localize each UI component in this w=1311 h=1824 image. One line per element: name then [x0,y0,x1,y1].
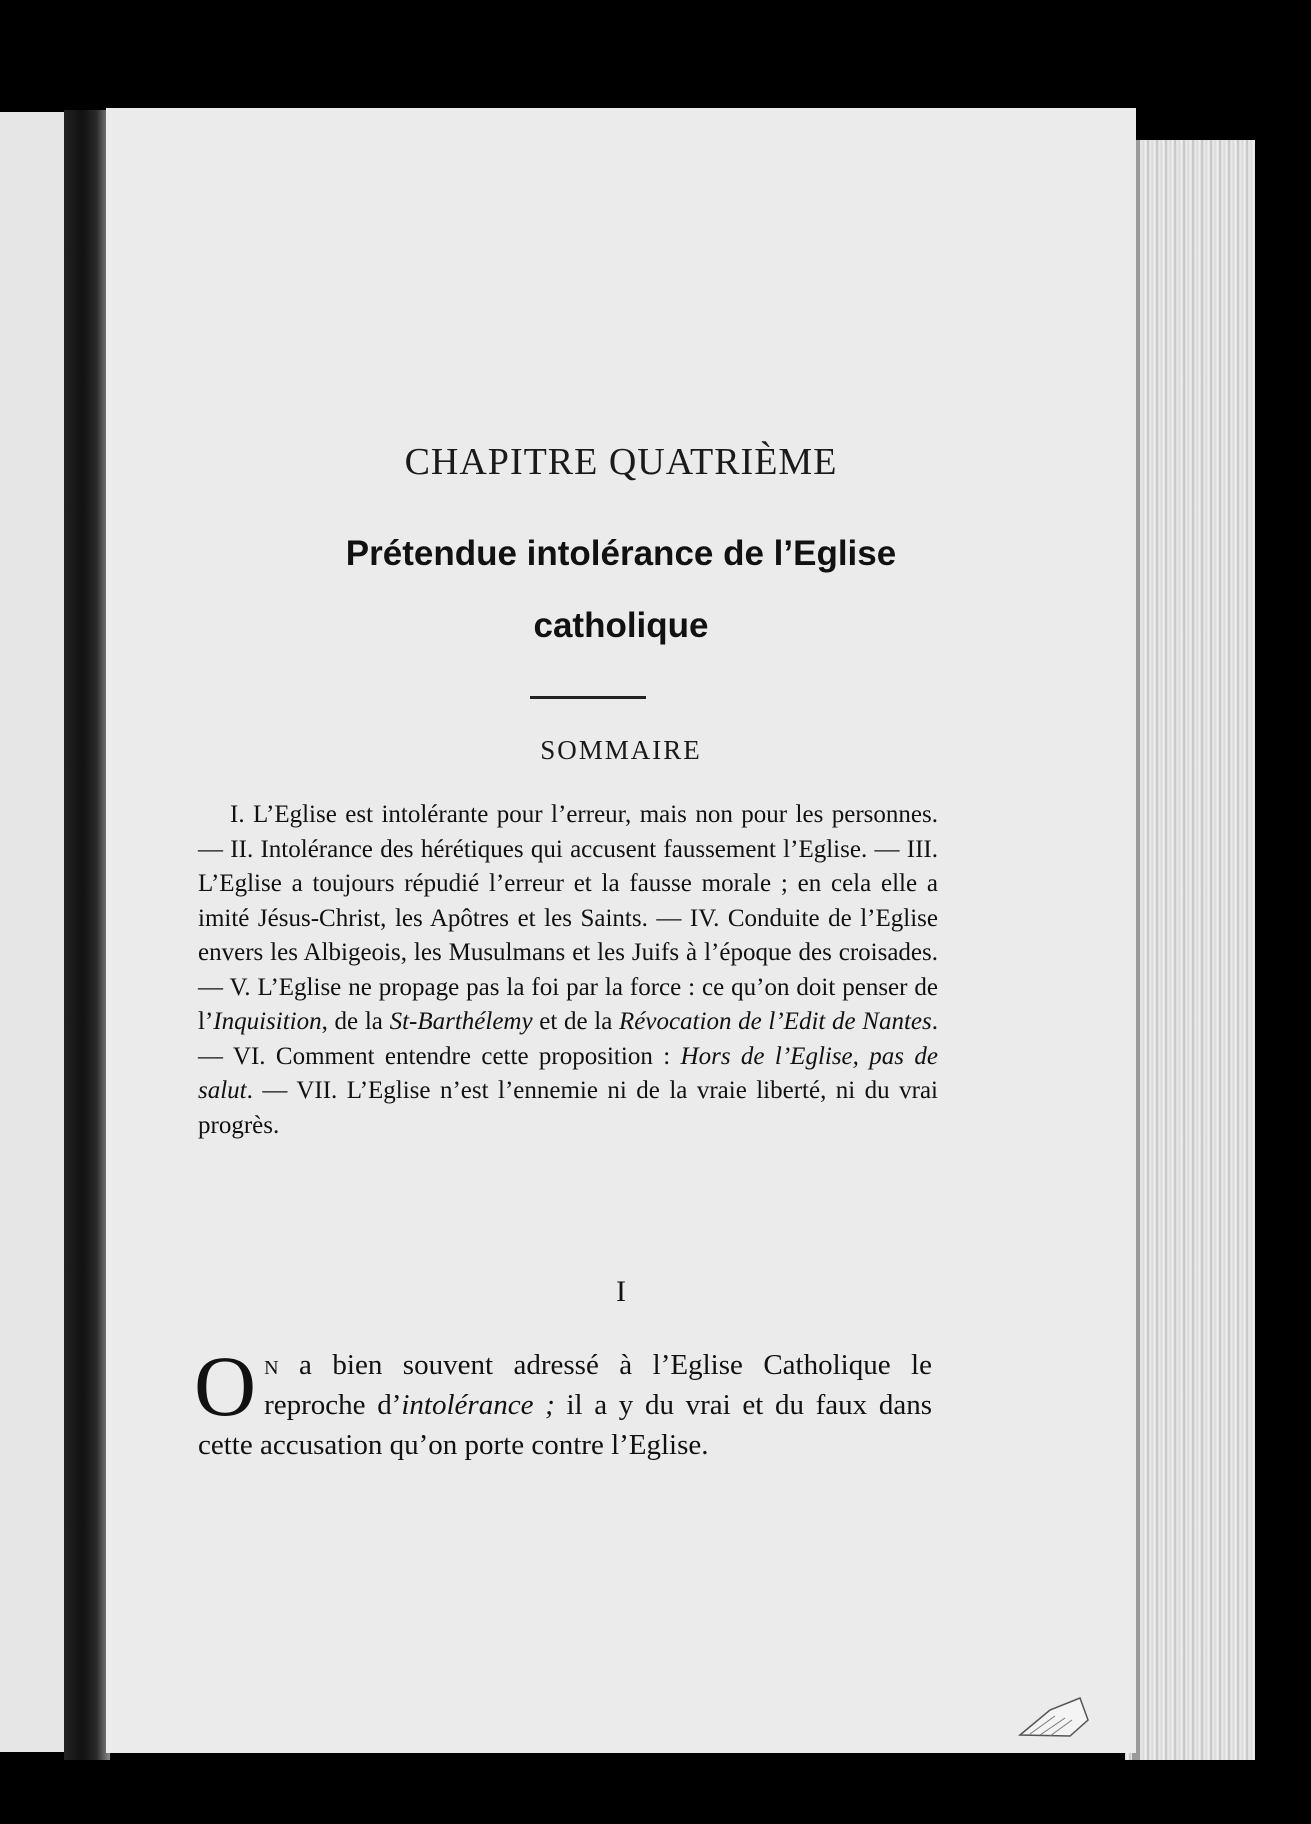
previous-page-edge [0,112,72,1752]
title-rule [530,696,646,699]
title-line-1: Prétendue intolérance de l’Eglise [345,534,897,573]
body-paragraph [194,1338,933,1465]
section-numeral: I [616,1275,626,1308]
summary-text-1: I. L’Eglise est intolérante pour l’erreur, mais non pour les personnes. — II. Intolérance des hérétiques qui accusent faussement l’Eglise. — III. L’Eglise a toujours répudié l’erreur et la fausse morale ; en cela elle a imité Jésus-Christ, les Apôtres et les Saints. — IV. Conduite de l’Eglise envers les Albigeois, les Musulmans et les Juifs à l’époque des croisades. — V. L’Eglise ne propage pas la foi par la force : ce qu’on doit penser de l’ [198,801,938,1035]
chapter-title [106,518,1136,662]
binding-shadow [64,110,110,1760]
chapter-heading: CHAPITRE QUATRIÈME [404,441,838,483]
body-text-2: il a y du vrai et du faux dans cette accusation qu’on porte contre l’Eglise. [198,1389,933,1461]
summary-heading: SOMMAIRE [540,735,702,765]
summary-italic-revocation: Révocation de l’Edit de Nantes [619,1008,932,1035]
title-line-2: catholique [533,606,709,645]
page-stack-edge [1125,140,1255,1760]
summary-italic-inquisition: Inquisition [213,1008,322,1035]
summary-text-4: . — VI. Comment entendre cette proposition : [198,1008,939,1070]
page-corner-curl [1010,1690,1100,1740]
summary-paragraph [198,798,938,1143]
opening-small-caps: n [264,1349,279,1381]
summary-italic-barthelemy: St-Barthélemy [389,1008,533,1035]
summary-italic-hors-eglise: Hors de l’Eglise, pas de salut [198,1042,938,1104]
summary-text-2: , de la [321,1008,390,1035]
body-italic-intolerance: intolérance ; [401,1389,555,1421]
drop-cap: O [194,1338,257,1434]
body-text-1: a bien souvent adressé à l’Eglise Catholique le reproche d’ [264,1349,932,1421]
summary-text-3: et de la [532,1008,619,1035]
summary-text-5: . — VII. L’Eglise n’est l’ennemie ni de la vraie liberté, ni du vrai progrès. [198,1077,938,1139]
